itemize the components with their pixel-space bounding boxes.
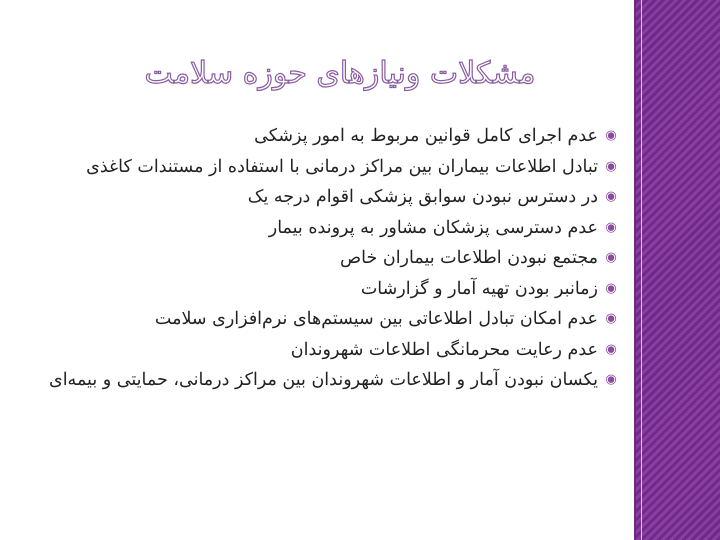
list-item-text: یکسان نبودن آمار و اطلاعات شهروندان بین مراکز درمانی، حمایتی و بیمه‌ای [49,370,598,390]
list-item [40,244,620,272]
side-divider-line [634,0,636,540]
list-item-text: در دسترس نبودن سوابق پزشکی اقوام درجه یک [247,187,598,207]
list-item [40,336,620,364]
target-bullet-icon: ◉ [605,128,617,143]
decorative-side-stripe [636,0,720,540]
list-item-text: زمانبر بودن تهیه آمار و گزارشات [360,278,598,299]
list-item [40,214,620,242]
target-bullet-icon: ◉ [605,280,617,296]
target-bullet-icon: ◉ [605,341,617,357]
list-item [40,305,620,333]
target-bullet-icon: ◉ [605,219,617,235]
target-bullet-icon: ◉ [605,311,617,326]
list-item [40,366,620,394]
target-bullet-icon: ◉ [605,158,617,174]
slide-title: مشکلات ونیازهای حوزه سلامت [144,56,536,91]
target-bullet-icon: ◉ [605,250,617,265]
list-item [40,122,620,150]
list-item-text: عدم رعایت محرمانگی اطلاعات شهروندان [290,339,598,360]
list-item-text: عدم امکان تبادل اطلاعاتی بین سیستم‌های نرم‌افزاری سلامت [154,309,598,329]
bullet-list [40,122,620,397]
list-item-text: عدم دسترسی پزشکان مشاور به پرونده بیمار [268,217,598,238]
list-item-text: تبادل اطلاعات بیماران بین مراکز درمانی با استفاده از مستندات کاغذی [86,156,598,177]
list-item-text: مجتمع نبودن اطلاعات بیماران خاص [339,248,598,268]
side-divider-thin-line [641,0,642,540]
list-item [40,153,620,181]
target-bullet-icon: ◉ [605,372,617,387]
list-item [40,275,620,303]
list-item [40,183,620,211]
target-bullet-icon: ◉ [605,189,617,204]
list-item-text: عدم اجرای کامل قوانین مربوط به امور پزشکی [254,126,598,146]
